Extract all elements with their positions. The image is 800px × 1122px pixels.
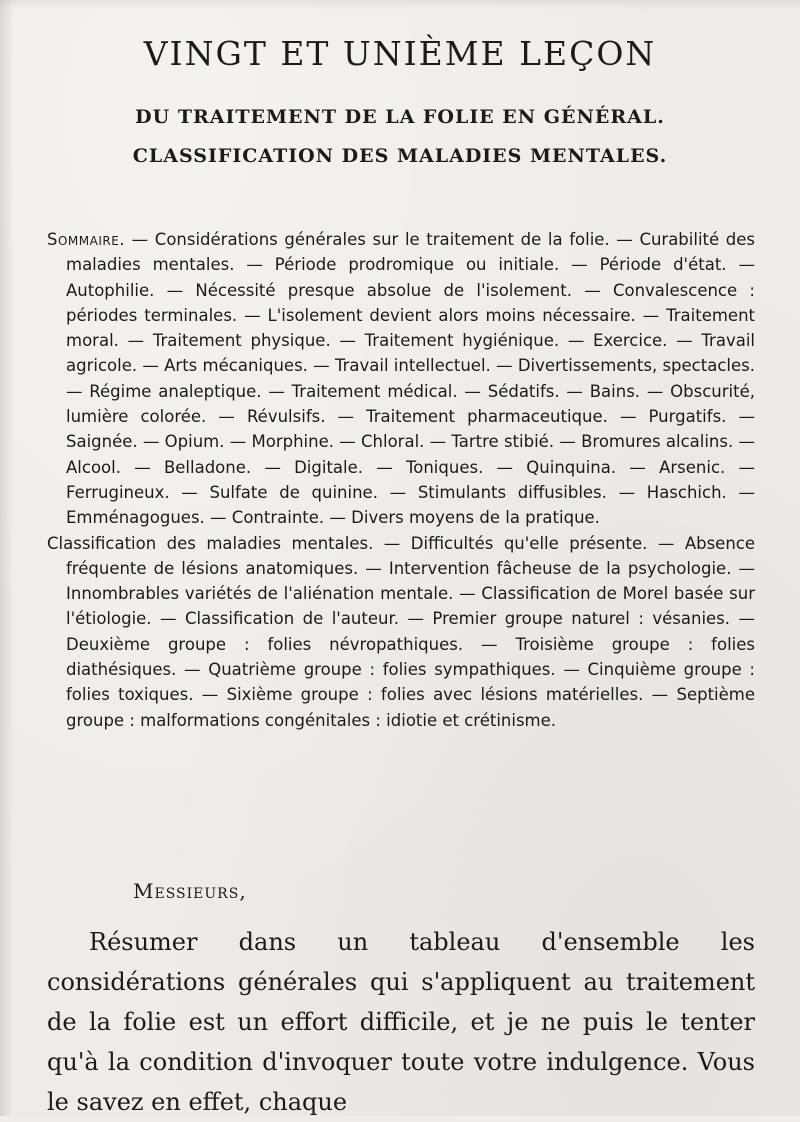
summary-item: Troisième groupe : folies diathésiques.	[66, 634, 756, 680]
summary-item: Divertissements, spectacles.	[517, 356, 755, 376]
summary-item: Ferrugineux.	[66, 482, 170, 502]
summary-item: Période prodromique ou initiale.	[274, 255, 560, 275]
summary-item: Nécessité presque absolue de l'isolement.	[195, 280, 572, 300]
summary-item: Absence fréquente de lésions anatomiques.	[66, 533, 756, 578]
summary-item: Opium.	[164, 432, 225, 452]
summary-item: Traitement hygiénique.	[364, 331, 560, 351]
summary-item: Classification de Morel basée sur l'étiologie.	[66, 584, 756, 629]
summary-item: Révulsifs.	[246, 407, 326, 427]
summary-item: L'isolement devient alors moins nécessaire.	[267, 305, 636, 325]
summary-item: Morphine.	[251, 432, 334, 452]
summary-item: Sixième groupe : folies avec lésions matérielles.	[226, 685, 644, 705]
summary-item: Considérations générales sur le traitement de la folie.	[154, 230, 610, 249]
chapter-title: VINGT ET UNIÈME LEÇON	[143, 34, 657, 73]
summary-item: Curabilité des maladies mentales.	[66, 230, 756, 275]
summary-item: Haschich.	[646, 482, 727, 502]
summary-item: Difficultés qu'elle présente.	[410, 533, 648, 553]
summary-item: Traitement physique.	[152, 331, 331, 351]
summary-block	[47, 227, 755, 733]
summary-item: Bromures alcalins.	[581, 432, 734, 452]
summary-lead: Sommaire.	[47, 230, 126, 249]
page-top-shadow	[0, 0, 800, 10]
summary-item: Innombrables variétés de l'aliénation mentale.	[66, 584, 454, 604]
summary-item: Classification de l'auteur.	[184, 609, 399, 629]
summary-item: Régime analeptique.	[89, 381, 262, 401]
summary-item: Bains.	[589, 381, 641, 401]
summary-item: Sulfate de quinine.	[209, 482, 378, 502]
summary-item: Toniques.	[405, 457, 484, 477]
body-paragraph: Résumer dans un tableau d'ensemble les considérations générales qui s'appliquent au traitement de la folie est un effort difficile, et je ne puis le tenter qu'à la condition d'invoquer toute votre indulgence. Vous le savez en effet, chaque	[47, 928, 755, 1116]
summary-item: Sédatifs.	[487, 381, 560, 401]
summary-paragraph-classification: Classification des maladies mentales. — Difficultés qu'elle présente. — Absence fréquente de lésions anatomiques. — Intervention fâcheuse de la psychologie. — Innombrables variétés de l'aliénation mentale. — Classification de Morel basée sur l'étiologie. — Classification de l'auteur. — Premier groupe naturel : vésanies. — Deuxième groupe : folies névropathiques. — Troisième groupe : folies diathésiques. — Quatrième groupe : folies sympathiques. — Cinquième groupe : folies toxiques. — Sixième groupe : folies avec lésions matérielles. — Septième groupe : malformations congénitales : idiotie et crétinisme.	[47, 533, 756, 730]
summary-item: Arsenic.	[659, 457, 726, 477]
summary-item: Autophilie.	[66, 280, 155, 300]
summary-item: Belladone.	[163, 457, 252, 477]
summary-item: Arts mécaniques.	[164, 356, 308, 376]
chapter-subtitle-classification: CLASSIFICATION DES MALADIES MENTALES.	[132, 145, 668, 167]
summary-item: Premier groupe naturel : vésanies.	[432, 609, 731, 629]
summary-item: Convalescence : périodes terminales.	[66, 280, 755, 325]
summary-item: Alcool.	[66, 457, 121, 477]
summary-item: Stimulants diffusibles.	[417, 482, 607, 502]
summary-item: Intervention fâcheuse de la psychologie.	[388, 558, 732, 578]
summary-item: Travail agricole.	[66, 331, 755, 376]
summary-item: Cinquième groupe : folies toxiques.	[66, 660, 755, 705]
summary-item: Digitale.	[294, 457, 364, 477]
summary-item: Traitement moral.	[66, 305, 756, 351]
summary-item: Tartre stibié.	[451, 432, 555, 452]
summary-item: Quatrième groupe : folies sympathiques.	[208, 660, 556, 680]
summary-item: Période d'état.	[599, 255, 727, 275]
chapter-subtitle-treatment: DU TRAITEMENT DE LA FOLIE EN GÉNÉRAL.	[135, 106, 665, 128]
summary-item: Emménagogues.	[66, 508, 205, 528]
summary-item: Saignée.	[66, 432, 138, 452]
summary-item: Exercice.	[593, 331, 668, 351]
page-edge-shadow	[0, 0, 14, 1116]
summary-item: Quinquina.	[526, 457, 617, 477]
summary-paragraph-treatment: Sommaire. — Considérations générales sur le traitement de la folie. — Curabilité des maladies mentales. — Période prodromique ou initiale. — Période d'état. — Autophilie. — Nécessité presque absolue de l'isolement. — Convalescence : périodes terminales. — L'isolement devient alors moins nécessaire. — Traitement moral. — Traitement physique. — Traitement hygiénique. — Exercice. — Travail agricole. — Arts mécaniques. — Travail intellectuel. — Divertissements, spectacles. — Régime analeptique. — Traitement médical. — Sédatifs. — Bains. — Obscurité, lumière colorée. — Révulsifs. — Traitement pharmaceutique. — Purgatifs. — Saignée. — Opium. — Morphine. — Chloral. — Tartre stibié. — Bromures alcalins. — Alcool. — Belladone. — Digitale. — Toniques. — Quinquina. — Arsenic. — Ferrugineux. — Sulfate de quinine. — Stimulants diffusibles. — Haschich. — Emménagogues. — Contrainte. — Divers moyens de la pratique.	[47, 230, 756, 528]
summary-item: Travail intellectuel.	[334, 356, 491, 376]
summary-item: Classification des maladies mentales.	[47, 533, 374, 553]
summary-item: Divers moyens de la pratique.	[351, 508, 600, 528]
summary-item: Chloral.	[361, 432, 425, 452]
summary-item: Traitement médical.	[291, 381, 458, 401]
summary-item: Purgatifs.	[648, 407, 727, 427]
salutation: Messieurs,	[133, 879, 247, 903]
summary-item: Traitement pharmaceutique.	[366, 407, 608, 427]
summary-item: Contrainte.	[231, 508, 325, 528]
summary-item: Deuxième groupe : folies névropathiques.	[66, 634, 464, 654]
summary-item: Septième groupe : malformations congénitales : idiotie et crétinisme.	[66, 685, 755, 730]
summary-item: Obscurité, lumière colorée.	[66, 381, 755, 427]
